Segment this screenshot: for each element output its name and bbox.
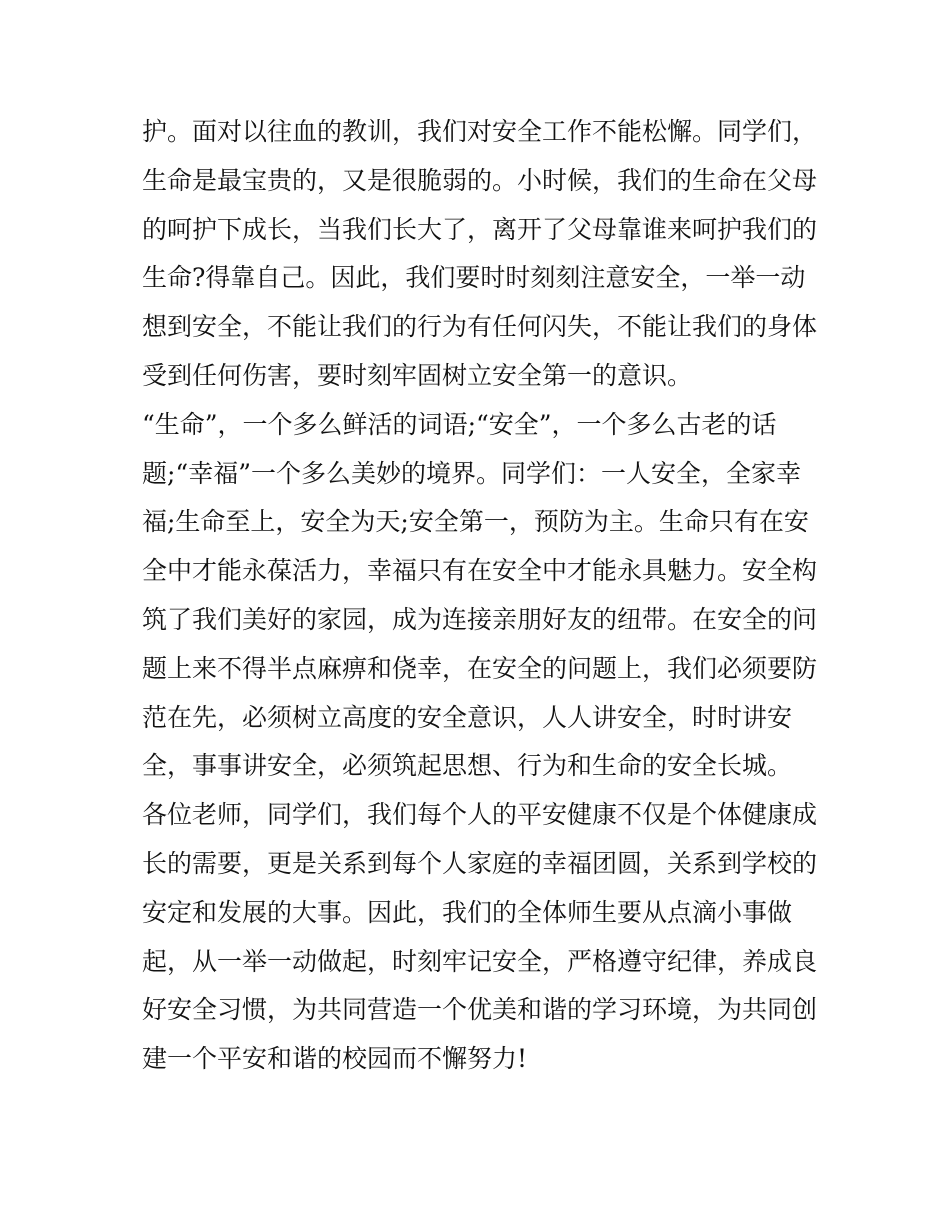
text-line: 全，事事讲安全，必须筑起思想、行为和生命的安全长城。 bbox=[142, 751, 793, 781]
document-body bbox=[142, 108, 822, 1084]
text-line: 的呵护下成长，当我们长大了，离开了父母靠谁来呵护我们的 bbox=[142, 214, 818, 244]
text-line: 好安全习惯，为共同营造一个优美和谐的学习环境，为共同创 bbox=[142, 995, 818, 1025]
text-line: 生命是最宝贵的，又是很脆弱的。小时候，我们的生命在父母 bbox=[142, 165, 818, 195]
text-line: 护。面对以往血的教训，我们对安全工作不能松懈。同学们， bbox=[142, 117, 818, 146]
text-line: 全中才能永葆活力，幸福只有在安全中才能永具魅力。安全构 bbox=[142, 556, 818, 586]
text-line: 想到安全，不能让我们的行为有任何闪失，不能让我们的身体 bbox=[142, 312, 818, 342]
text-line: 范在先，必须树立高度的安全意识，人人讲安全，时时讲安 bbox=[142, 702, 793, 732]
text-line: 受到任何伤害，要时刻牢固树立安全第一的意识。 bbox=[142, 360, 693, 390]
text-line: 建一个平安和谐的校园而不懈努力! bbox=[142, 1044, 528, 1074]
text-line: 生命?得靠自己。因此，我们要时时刻刻注意安全，一举一动 bbox=[142, 263, 806, 293]
text-line: 福;生命至上，安全为天;安全第一，预防为主。生命只有在安 bbox=[142, 507, 809, 537]
text-line: 题上来不得半点麻痹和侥幸，在安全的问题上，我们必须要防 bbox=[142, 653, 818, 683]
text-line: 各位老师，同学们，我们每个人的平安健康不仅是个体健康成 bbox=[142, 800, 818, 830]
text-line: 起，从一举一动做起，时刻牢记安全，严格遵守纪律，养成良 bbox=[142, 946, 818, 976]
text-line: 安定和发展的大事。因此，我们的全体师生要从点滴小事做 bbox=[142, 897, 793, 927]
text-line: 长的需要，更是关系到每个人家庭的幸福团圆，关系到学校的 bbox=[142, 848, 818, 878]
text-line: 题;“幸福”一个多么美妙的境界。同学们：一人安全，全家幸 bbox=[142, 458, 801, 488]
text-line: “生命”，一个多么鲜活的词语;“安全”，一个多么古老的话 bbox=[142, 409, 777, 439]
text-line: 筑了我们美好的家园，成为连接亲朋好友的纽带。在安全的问 bbox=[142, 604, 818, 634]
